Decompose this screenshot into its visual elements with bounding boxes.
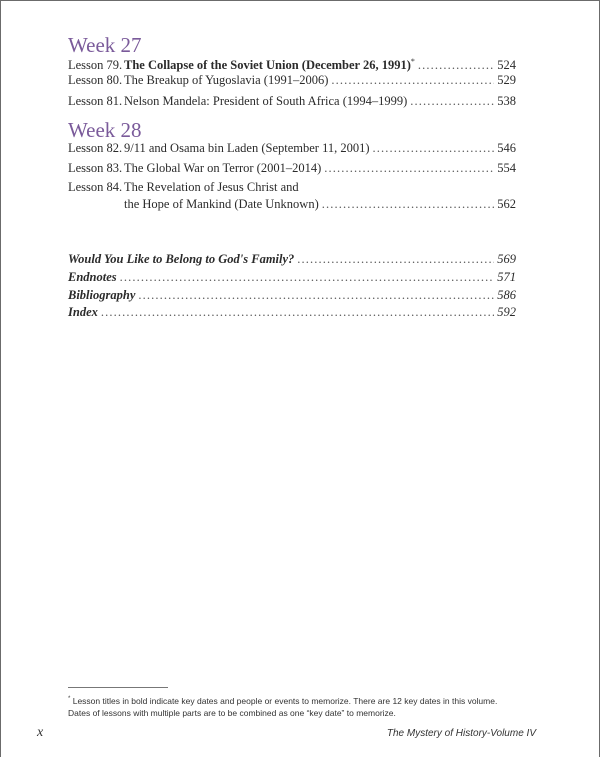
lesson-title-continued: the Hope of Mankind (Date Unknown) [124,197,319,211]
lesson-title: The Revelation of Jesus Christ and [124,180,299,194]
week-28-heading: Week 28 [68,118,142,142]
page-number: 586 [497,288,516,302]
back-matter-title: Index [68,305,98,319]
lesson-number: Lesson 79. [68,58,123,73]
lesson-title: The Collapse of the Soviet Union (December 26, 1991)* [124,57,415,73]
footnote-marker: * [410,57,415,66]
lesson-number: Lesson 83. [68,161,123,175]
dot-leader [410,93,494,109]
page-number: 554 [497,161,516,175]
running-title: The Mystery of History-Volume IV [386,728,536,739]
lesson-title: The Breakup of Yugoslavia (1991–2006) [124,73,329,87]
toc-entry-lesson-80[interactable] [68,72,516,88]
footnote-line-1: * Lesson titles in bold indicate key dates and people or events to memorize. There are 12 key dates in this volume. [68,695,498,706]
lesson-number: Lesson 82. [68,141,123,155]
lesson-number: Lesson 81. [68,94,123,108]
page-number: 546 [497,141,516,155]
page-number: 529 [497,73,516,87]
lesson-number: Lesson 84. [68,180,123,194]
toc-entry-lesson-79[interactable] [68,54,516,73]
dot-leader [322,196,495,212]
page-folio: x [37,725,44,740]
toc-entry-bibliography[interactable] [68,287,516,303]
lesson-title: The Global War on Terror (2001–2014) [124,161,322,175]
footnote [68,693,528,719]
page-number: 592 [497,305,516,319]
toc-entry-lesson-83[interactable] [68,160,516,176]
toc-entry-lesson-84[interactable] [68,179,516,195]
toc-entry-gods-family[interactable] [68,251,516,267]
dot-leader [324,160,494,176]
lesson-title: Nelson Mandela: President of South Africa (1994–1999) [124,94,408,108]
back-matter-title: Bibliography [68,288,136,302]
toc-entry-lesson-82[interactable] [68,140,516,156]
toc-entry-endnotes[interactable] [68,269,516,285]
back-matter-title: Would You Like to Belong to God's Family? [68,252,295,266]
footnote-marker: * [68,696,71,702]
back-matter-title: Endnotes [68,270,117,284]
footnote-rule [68,687,168,688]
dot-leader [331,72,494,88]
toc-entry-index[interactable] [68,304,516,320]
dot-leader [373,140,495,156]
footnote-line-2: Dates of lessons with multiple parts are to be combined as one “key date” to memorize. [68,707,396,718]
toc-entry-lesson-81[interactable] [68,93,516,109]
dot-leader [297,251,494,267]
lesson-number: Lesson 80. [68,73,123,87]
page-number: 562 [497,197,516,211]
page-number: 569 [497,252,516,266]
week-27-heading: Week 27 [68,33,142,57]
dot-leader [418,57,494,73]
page-number: 524 [497,58,516,73]
lesson-title: 9/11 and Osama bin Laden (September 11, 2001) [124,141,370,155]
page-number: 538 [497,94,516,108]
dot-leader [120,269,495,285]
dot-leader [138,287,494,303]
page-number: 571 [497,270,516,284]
toc-entry-lesson-84-continued[interactable] [124,196,516,212]
dot-leader [101,304,494,320]
